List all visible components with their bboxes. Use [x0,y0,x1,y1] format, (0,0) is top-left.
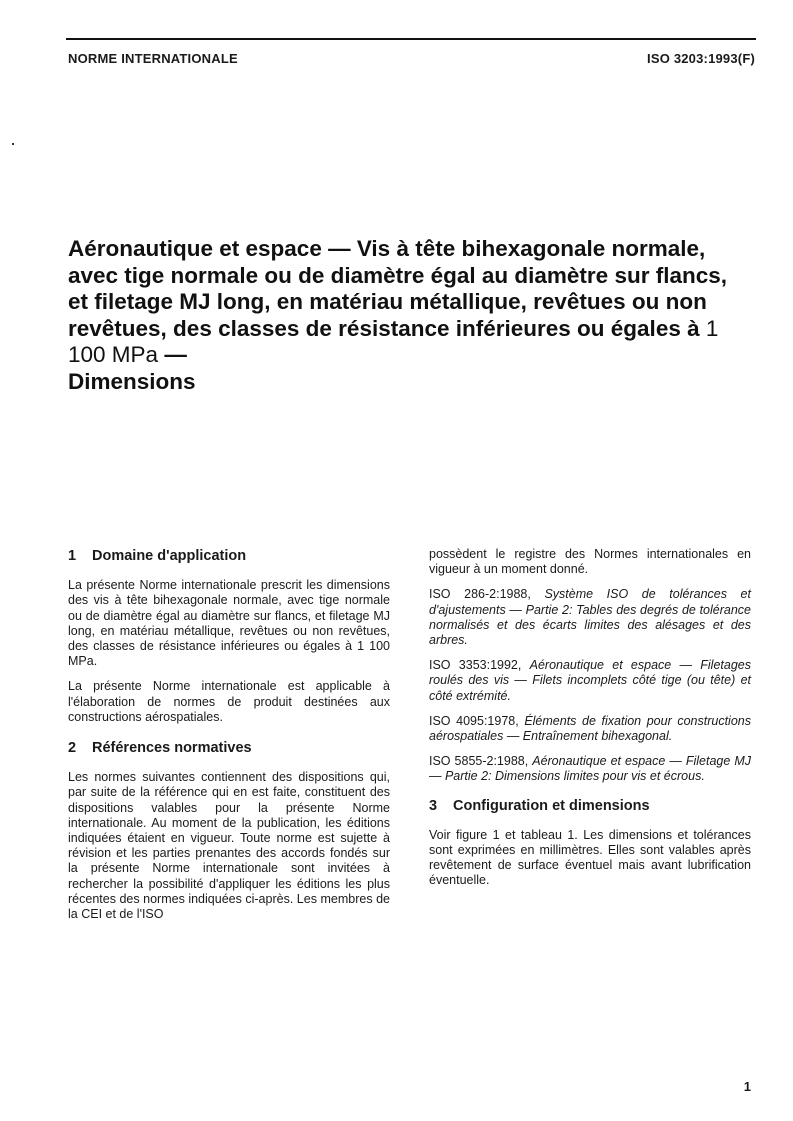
header-rule [66,38,756,40]
page-number: 1 [743,1079,751,1094]
document-type: NORME INTERNATIONALE [68,51,238,66]
title-value: 1 100 MPa [68,315,719,368]
section-1-paragraph-1: La présente Norme internationale prescrit les dimensions des vis à tête bihexagonale normale, avec tige normale ou de diamètre égal au diamètre sur flancs, et filetage MJ long, en matériau métallique, revêtues ou non revêtues, des classes de résistance inférieures ou égales à 1 100 MPa. [68,578,390,669]
reference-item: ISO 4095:1978, Éléments de fixation pour constructions aérospatiales — Entraînement bihexagonal. [429,713,751,744]
document-title [68,236,738,396]
section-3-heading: 3 Configuration et dimensions [429,797,650,814]
section-1-paragraph-2: La présente Norme internationale est applicable à l'élaboration de normes de produit destinées aux constructions aérospatiales. [68,679,390,724]
scan-mark [12,143,14,145]
section-3-paragraph-1: Voir figure 1 et tableau 1. Les dimensions et tolérances sont exprimées en millimètres. Elles sont valables après revêtement de surface éventuel mais avant lubrification éventuelle. [429,827,751,888]
section-2-paragraph-1: Les normes suivantes contiennent des dispositions qui, par suite de la référence qui en est faite, constituent des dispositions valables pour la présente Norme internationale. Au moment de la publication, les éditions indiquées étaient en vigueur. Toute norme est sujette à révision et les parties prenantes des accords fondés sur la présente Norme internationale sont invitées à rechercher la possibilité d'appliquer les éditions les plus récentes des normes indiquées ci-après. Les membres de la CEI et de l'ISO [68,770,390,922]
title-dash: — [158,342,187,368]
reference-item: ISO 286-2:1988, Système ISO de tolérances et d'ajustements — Partie 2: Tables des degrés de tolérance normalisés et des écarts limites des alésages et des arbres. [429,587,751,648]
section-2-paragraph-1-continued: possèdent le registre des Normes internationales en vigueur à un moment donné. [429,547,751,577]
title-last: Dimensions [68,368,196,394]
section-1-heading: 1 Domaine d'application [68,548,247,564]
left-column [68,549,390,932]
right-column [429,547,751,899]
title-main: Aéronautique et espace — Vis à tête bihexagonale normale, avec tige normale ou de diamètre égal au diamètre sur flancs, et filetage MJ long, en matériau métallique, revêtues ou non revêtues, des classes de résistance inférieures ou égales à [68,236,727,341]
reference-item: ISO 3353:1992, Aéronautique et espace — Filetages roulés des vis — Filets incomplets côté tige (ou tête) et côté extrémité. [429,658,751,703]
reference-item: ISO 5855-2:1988, Aéronautique et espace — Filetage MJ — Partie 2: Dimensions limites pour vis et écrous. [429,754,751,784]
section-2-heading: 2 Références normatives [68,740,252,757]
document-reference: ISO 3203:1993(F) [647,51,755,66]
